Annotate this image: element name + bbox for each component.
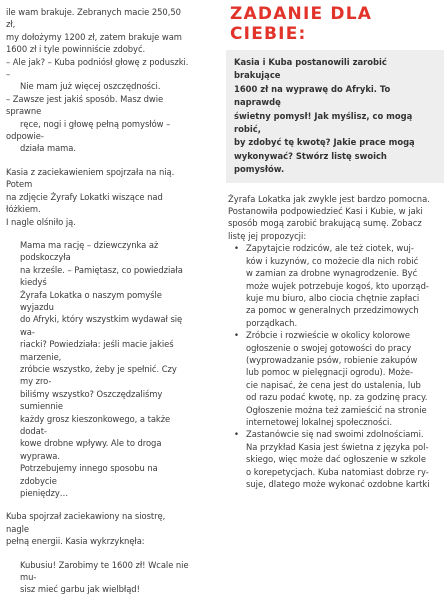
task-intro: Żyrafa Lokatka jak zwykle jest bardzo pomocna. Postanowiła podpowiedzieć Kasi i Kubie, w jaki sposób mogą zarobić brakującą sumę. Zobacz listę jej propozycji: <box>228 193 430 241</box>
task-callout-box: Kasia i Kuba postanowili zarobić brakujące 1600 zł na wyprawę do Afryki. To naprawdę świetny pomysł! Jak myślisz, co mogą robić, by zdobyć tę kwotę? Jakie prace mogą wykonywać? Stwórz listę swoich pomysłów. <box>226 50 444 183</box>
story-paragraph-1: ile wam brakuje. Zebranych macie 250,50 zł, my dołożymy 1200 zł, zatem brakuje wam 1600 zł i tyle powinniście zdobyć. – Ale jak? – Kuba podniósł głowę z poduszki. – Nie mam już więcej oszczędności. – Zawsze jest jakiś sposób. Masz dwie sprawne ręce, nogi i głowę pełną pomysłów – odpowie- działa mama. <box>6 7 189 154</box>
proposal-list <box>228 242 436 490</box>
list-item: • Zróbcie i rozwieście w okolicy kolorowe ogłoszenie o swojej gotowości do pracy (wyprowadzanie psów, robienie zakupów lub pomoc w pielęgnacji ogrodu). Może- cie napisać, że cena jest do ustalenia, lub od razu podać kwotę, np. za godzinę pracy. Ogłoszenie można też zamieścić na stronie internetowej lokalnej społeczności. <box>246 329 436 428</box>
story-paragraph-3: Mama ma rację – dziewczynka aż podskoczyła na krześle. – Pamiętasz, co powiedziała kiedyś Żyrafa Lokatka o naszym pomyśle wyjazdu do Afryki, który wszystkim wydawał się wa- riacki? Powiedziała: jeśli macie jakieś marzenie, zróbcie wszystko, żeby je spełnić. Czy my zro- biliśmy wszystko? Oszczędzaliśmy sumiennie każdy grosz kieszonkowego, a także dodat- kowe drobne wpływy. Ale to droga wyprawa. Potrzebujemy innego sposobu na zdobycie pieniędzy… <box>20 239 183 499</box>
story-column <box>0 0 194 596</box>
task-body <box>228 183 436 491</box>
task-column <box>222 0 444 490</box>
story-paragraph-5: Kubusiu! Zarobimy te 1600 zł! Wcale nie mu- sisz mieć garbu jak wielbłąd! <box>20 559 189 595</box>
story-paragraph-4: Kuba spojrzał zaciekawiony na siostrę, nagle pełną energii. Kasia wykrzyknęła: <box>6 511 166 547</box>
task-heading: ZADANIE DLA CIEBIE: <box>230 4 373 44</box>
story-paragraph-2: Kasia z zaciekawieniem spojrzała na nią. Potem na zdjęcie Żyrafy Lokatki wiszące nad łóżkiem. I nagle olśniło ją. <box>6 166 175 227</box>
list-item: • Zapytajcie rodziców, ale też ciotek, wuj- ków i kuzynów, co możecie dla nich robić w zamian za drobne wynagrodzenie. Być może wujek potrzebuje kogoś, kto uporząd- kuje mu biuro, albo ciocia chętnie zapłaci za pomoc w generalnych przedzimowych porządkach. <box>246 242 436 329</box>
list-item: • Zastanówcie się nad swoimi zdolnościami. Na przykład Kasia jest świetna z języka pol- skiego, więc może dać ogłoszenie w szkole o korepetycjach. Kuba natomiast dobrze ry- suje, dlatego może wykonać ozdobne kartki <box>246 428 436 490</box>
